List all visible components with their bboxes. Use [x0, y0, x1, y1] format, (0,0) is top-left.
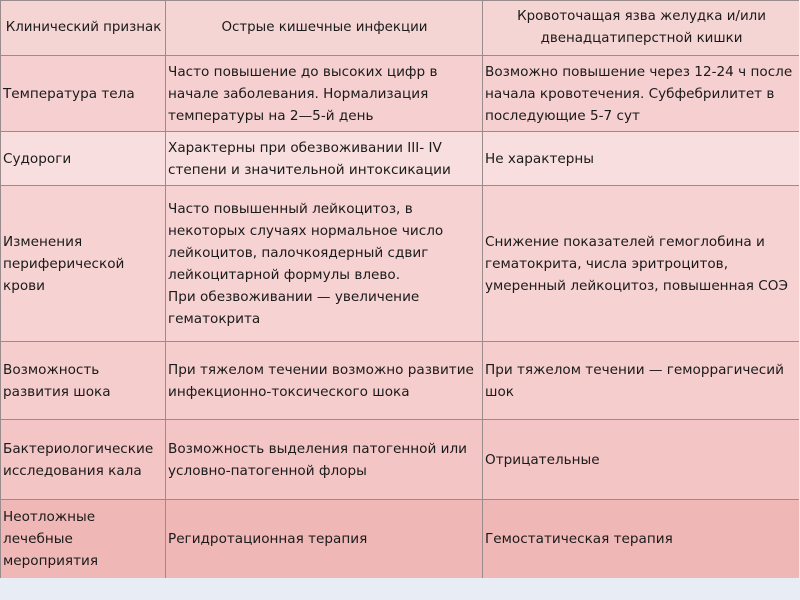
row-ulcer-cell: Гемостатическая терапия: [483, 500, 800, 579]
table-row: [1, 420, 800, 500]
row-ulcer-cell: Не характерны: [483, 132, 800, 186]
row-sign-cell: Судороги: [1, 132, 166, 186]
row-aki-cell: Возможность выделения патогенной или условно-патогенной флоры: [166, 420, 483, 500]
row-aki-cell: При тяжелом течении возможно развитие инфекционно-токсического шока: [166, 342, 483, 420]
page-background-strip: [0, 578, 800, 600]
header-clinical-sign: Клинический признак: [1, 1, 166, 56]
header-bleeding-ulcer: Кровоточащая язва желудка и/или двенадцатиперстной кишки: [483, 1, 800, 56]
row-sign-cell: Неотложные лечебные мероприятия: [1, 500, 166, 579]
row-ulcer-cell: При тяжелом течении — геморрагичесий шок: [483, 342, 800, 420]
table-row: [1, 132, 800, 186]
row-aki-cell: Регидротационная терапия: [166, 500, 483, 579]
row-sign-cell: Изменения периферической крови: [1, 186, 166, 342]
row-aki-cell: Часто повышение до высоких цифр в начале заболевания. Нормализация температуры на 2—5-й день: [166, 56, 483, 132]
row-aki-cell: Характерны при обезвоживании III- IV степени и значительной интоксикации: [166, 132, 483, 186]
row-aki-text: Часто повышенный лейкоцитоз, в некоторых случаях нормальное число лейкоцитов, палочкоядерный сдвиг лейкоцитарной формулы влево.: [168, 200, 444, 283]
row-aki-extra-text: При обезвоживании — увеличение гематокрита: [168, 288, 420, 327]
row-sign-cell: Температура тела: [1, 56, 166, 132]
table-row: [1, 342, 800, 420]
table-row: [1, 56, 800, 132]
row-aki-cell: [166, 186, 483, 342]
table-row: [1, 186, 800, 342]
row-sign-cell: Возможность развития шока: [1, 342, 166, 420]
row-sign-cell: Бактериологические исследования кала: [1, 420, 166, 500]
row-ulcer-cell: Снижение показателей гемоглобина и гематокрита, числа эритроцитов, умеренный лейкоцитоз, повышенная СОЭ: [483, 186, 800, 342]
row-ulcer-cell: Отрицательные: [483, 420, 800, 500]
header-row: [1, 1, 800, 56]
header-acute-intestinal-infections: Острые кишечные инфекции: [166, 1, 483, 56]
row-ulcer-cell: Возможно повышение через 12-24 ч после начала кровотечения. Субфебрилитет в последующие 5-7 сут: [483, 56, 800, 132]
table-row: [1, 500, 800, 579]
